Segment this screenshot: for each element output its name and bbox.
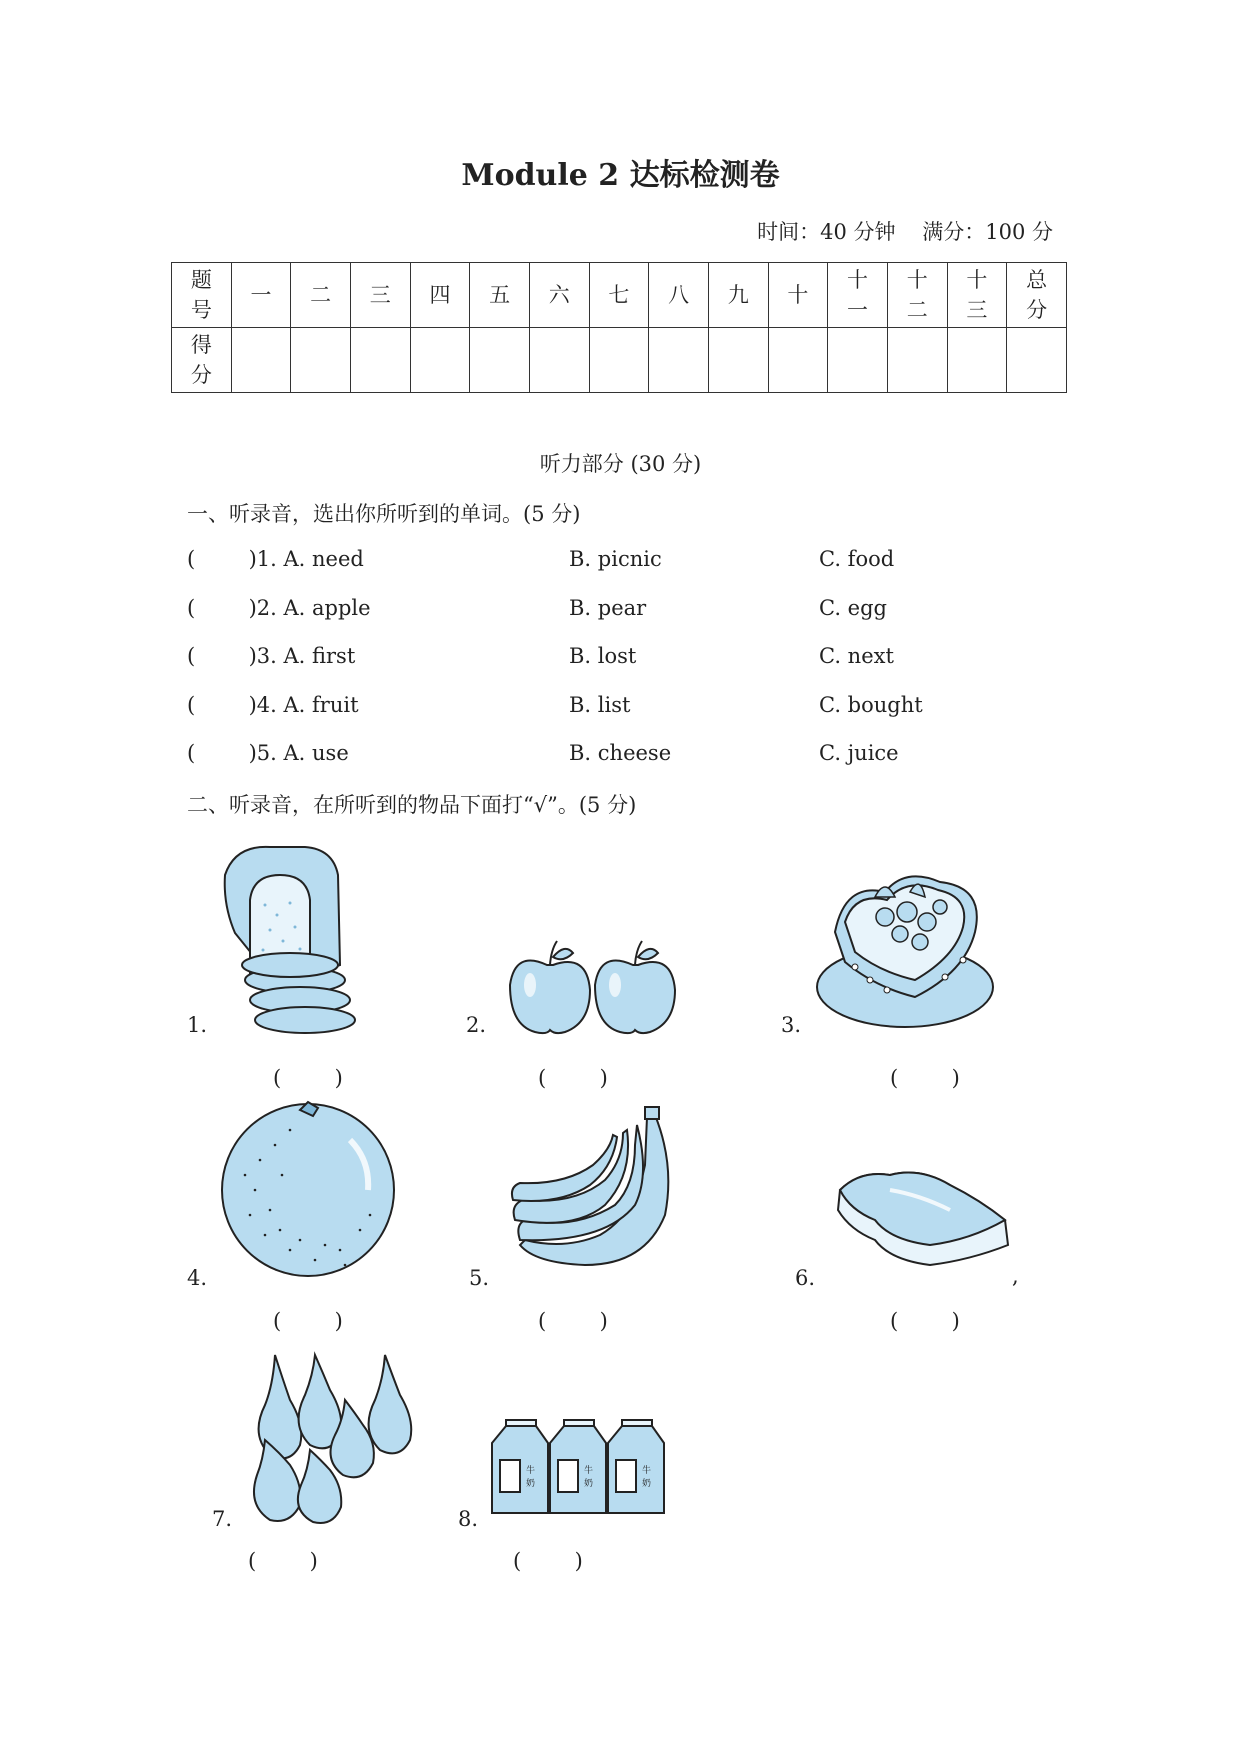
- question-2-option-a: ( )2. A. apple: [187, 596, 371, 620]
- item-6-number: 6.: [795, 1266, 816, 1290]
- col-header: 十 一: [828, 263, 888, 328]
- col-header: 九: [708, 263, 768, 328]
- question-1-option-b: B. picnic: [569, 547, 662, 571]
- score-cell[interactable]: [291, 328, 351, 393]
- exam-meta: 时间：40 分钟 满分：100 分: [757, 220, 1053, 244]
- item-8-answer-bracket[interactable]: ( ): [513, 1549, 583, 1573]
- col-header: 四: [410, 263, 470, 328]
- score-cell[interactable]: [470, 328, 530, 393]
- milk-label-2: 牛: [584, 1466, 594, 1476]
- question-5-option-b: B. cheese: [569, 741, 672, 765]
- question-3-option-a: ( )3. A. first: [187, 644, 356, 668]
- section2-heading: 二、听录音，在所听到的物品下面打“√”。(5 分): [187, 793, 637, 817]
- score-table: [171, 262, 1067, 393]
- score-table-head-1: 题 号: [172, 263, 232, 328]
- item-7-answer-bracket[interactable]: ( ): [248, 1549, 318, 1573]
- score-cell[interactable]: [708, 328, 768, 393]
- question-1-option-a: ( )1. A. need: [187, 547, 364, 571]
- score-cell[interactable]: [887, 328, 947, 393]
- question-4-option-c: C. bought: [819, 693, 923, 717]
- milk-icon: [488, 1418, 668, 1518]
- meat-icon: [830, 1165, 1010, 1270]
- milk-label-3b: 奶: [642, 1479, 652, 1489]
- score-cell[interactable]: [410, 328, 470, 393]
- score-cell[interactable]: [768, 328, 828, 393]
- apples-icon: [505, 935, 680, 1035]
- score-cell[interactable]: [529, 328, 589, 393]
- score-cell[interactable]: [947, 328, 1007, 393]
- question-5-option-a: ( )5. A. use: [187, 741, 349, 765]
- score-cell[interactable]: [589, 328, 649, 393]
- question-2-option-b: B. pear: [569, 596, 647, 620]
- score-cell[interactable]: [1007, 328, 1067, 393]
- score-cell[interactable]: [350, 328, 410, 393]
- item-1-answer-bracket[interactable]: ( ): [273, 1066, 343, 1090]
- col-header: 十: [768, 263, 828, 328]
- pears-icon: [245, 1345, 420, 1525]
- item-5-number: 5.: [469, 1266, 490, 1290]
- milk-label-1b: 奶: [526, 1479, 536, 1489]
- col-header: 六: [529, 263, 589, 328]
- question-5-option-c: C. juice: [819, 741, 899, 765]
- item-6-comma: ,: [1012, 1264, 1019, 1288]
- col-header: 三: [350, 263, 410, 328]
- item-1-number: 1.: [187, 1013, 208, 1037]
- bananas-icon: [505, 1105, 680, 1270]
- question-1-option-c: C. food: [819, 547, 895, 571]
- item-4-answer-bracket[interactable]: ( ): [273, 1309, 343, 1333]
- bread-icon: [215, 845, 385, 1035]
- score-cell[interactable]: [828, 328, 888, 393]
- listening-part-title: 听力部分 (30 分): [539, 452, 702, 476]
- col-header: 二: [291, 263, 351, 328]
- col-header: 十 三: [947, 263, 1007, 328]
- col-header: 八: [649, 263, 709, 328]
- cake-icon: [815, 862, 995, 1032]
- section1-heading: 一、听录音，选出你所听到的单词。(5 分): [187, 502, 581, 526]
- item-5-answer-bracket[interactable]: ( ): [538, 1309, 608, 1333]
- question-2-option-c: C. egg: [819, 596, 887, 620]
- col-header-total: 总 分: [1007, 263, 1067, 328]
- item-4-number: 4.: [187, 1266, 208, 1290]
- col-header: 十 二: [887, 263, 947, 328]
- orange-icon: [220, 1100, 400, 1280]
- col-header: 五: [470, 263, 530, 328]
- item-8-number: 8.: [458, 1507, 479, 1531]
- milk-label-3: 牛: [642, 1466, 652, 1476]
- item-3-answer-bracket[interactable]: ( ): [890, 1066, 960, 1090]
- item-3-number: 3.: [781, 1013, 802, 1037]
- question-4-option-a: ( )4. A. fruit: [187, 693, 359, 717]
- question-3-option-c: C. next: [819, 644, 894, 668]
- score-table-head-2: 得 分: [172, 328, 232, 393]
- question-4-option-b: B. list: [569, 693, 631, 717]
- item-2-answer-bracket[interactable]: ( ): [538, 1066, 608, 1090]
- col-header: 七: [589, 263, 649, 328]
- item-7-number: 7.: [212, 1507, 233, 1531]
- milk-label-1: 牛: [526, 1466, 536, 1476]
- page-title: Module 2 达标检测卷: [461, 158, 780, 193]
- question-3-option-b: B. lost: [569, 644, 637, 668]
- milk-label-2b: 奶: [584, 1479, 594, 1489]
- col-header: 一: [231, 263, 291, 328]
- score-cell[interactable]: [231, 328, 291, 393]
- score-cell[interactable]: [649, 328, 709, 393]
- item-2-number: 2.: [466, 1013, 487, 1037]
- item-6-answer-bracket[interactable]: ( ): [890, 1309, 960, 1333]
